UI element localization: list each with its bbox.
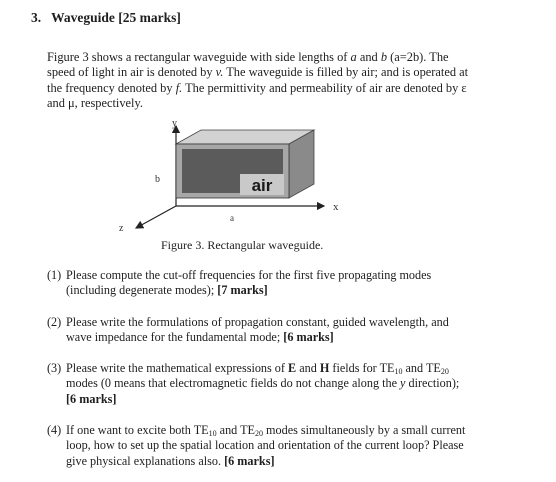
question-4-part-2: modes simultaneously by a small current loop, how to set up the spatial location and orientation of the current loop? Please give physical explanations also. <box>66 423 466 468</box>
question-3-and-2: and <box>405 361 424 375</box>
question-3-text <box>66 361 470 407</box>
intro-condition: (a=2b). <box>390 50 427 64</box>
var-a: a <box>350 50 357 64</box>
intro-text-4: The permittivity and permeability of air are denoted by ε and μ, respectively. <box>47 80 467 111</box>
var-v: v. <box>215 65 224 80</box>
var-b: b <box>380 50 388 64</box>
question-1 <box>47 268 477 300</box>
question-4-and: and <box>219 423 238 437</box>
intro-text-3: The waveguide is filled by air; and is operated at the frequency denoted by <box>47 65 469 95</box>
question-4-number: (4) <box>47 423 62 437</box>
waveguide-figure <box>119 116 368 240</box>
question-1-number: (1) <box>47 268 62 282</box>
question-3-part-4: direction); <box>408 376 460 391</box>
var-f: f. <box>175 80 183 95</box>
axis-y-label: y <box>172 118 177 129</box>
mode-te10: $TE_{10}$ <box>379 361 403 376</box>
question-1-body: Please compute the cut-off frequencies for the first five propagating modes (including degenerate modes); <box>66 268 432 298</box>
intro-text-1: Figure 3 shows a rectangular waveguide with side lengths of <box>47 50 348 64</box>
question-2 <box>47 315 477 347</box>
question-4 <box>47 423 477 471</box>
figure-caption: Figure 3. Rectangular waveguide. <box>161 238 324 252</box>
intro-and: and <box>359 50 378 64</box>
question-3-marks: [6 marks] <box>66 391 117 406</box>
z-axis <box>136 206 176 228</box>
field-H: H <box>319 361 330 375</box>
question-number: 3. <box>31 10 42 25</box>
field-E: E <box>288 361 297 375</box>
question-3 <box>47 361 477 409</box>
question-3-and: and <box>299 361 317 375</box>
question-4-marks: [6 marks] <box>224 453 275 468</box>
side-a-label: a <box>230 213 234 223</box>
question-4-part-1: If one want to excite both <box>66 423 191 437</box>
question-heading <box>31 10 181 26</box>
question-2-number: (2) <box>47 315 62 329</box>
intro-paragraph <box>47 50 472 112</box>
question-3-part-3: modes (0 means that electromagnetic fields do not change along the <box>66 376 397 391</box>
axis-x-label: x <box>333 201 339 213</box>
question-2-body: Please write the formulations of propagation constant, guided wavelength, and wave impedance for the fundamental mode; <box>66 315 449 345</box>
side-b-label: b <box>155 174 160 185</box>
question-3-part-2: fields for <box>332 361 377 375</box>
air-label: air <box>251 176 273 195</box>
question-1-text <box>66 268 470 299</box>
question-4-text <box>66 423 470 469</box>
question-2-text <box>66 315 470 346</box>
question-title: Waveguide [25 marks] <box>51 10 181 25</box>
question-2-marks: [6 marks] <box>283 330 334 345</box>
question-3-number: (3) <box>47 361 62 375</box>
question-3-part-1: Please write the mathematical expressions of <box>66 361 285 375</box>
question-1-marks: [7 marks] <box>217 283 268 298</box>
var-y: y <box>400 376 406 391</box>
mode-te20: $TE_{20}$ <box>240 423 263 438</box>
axis-z-label: z <box>119 223 124 234</box>
mode-te20: $TE_{20}$ <box>425 361 449 376</box>
intro-text-2: The speed of light in air is denoted by <box>47 50 449 80</box>
mode-te10: $TE_{10}$ <box>193 423 217 438</box>
